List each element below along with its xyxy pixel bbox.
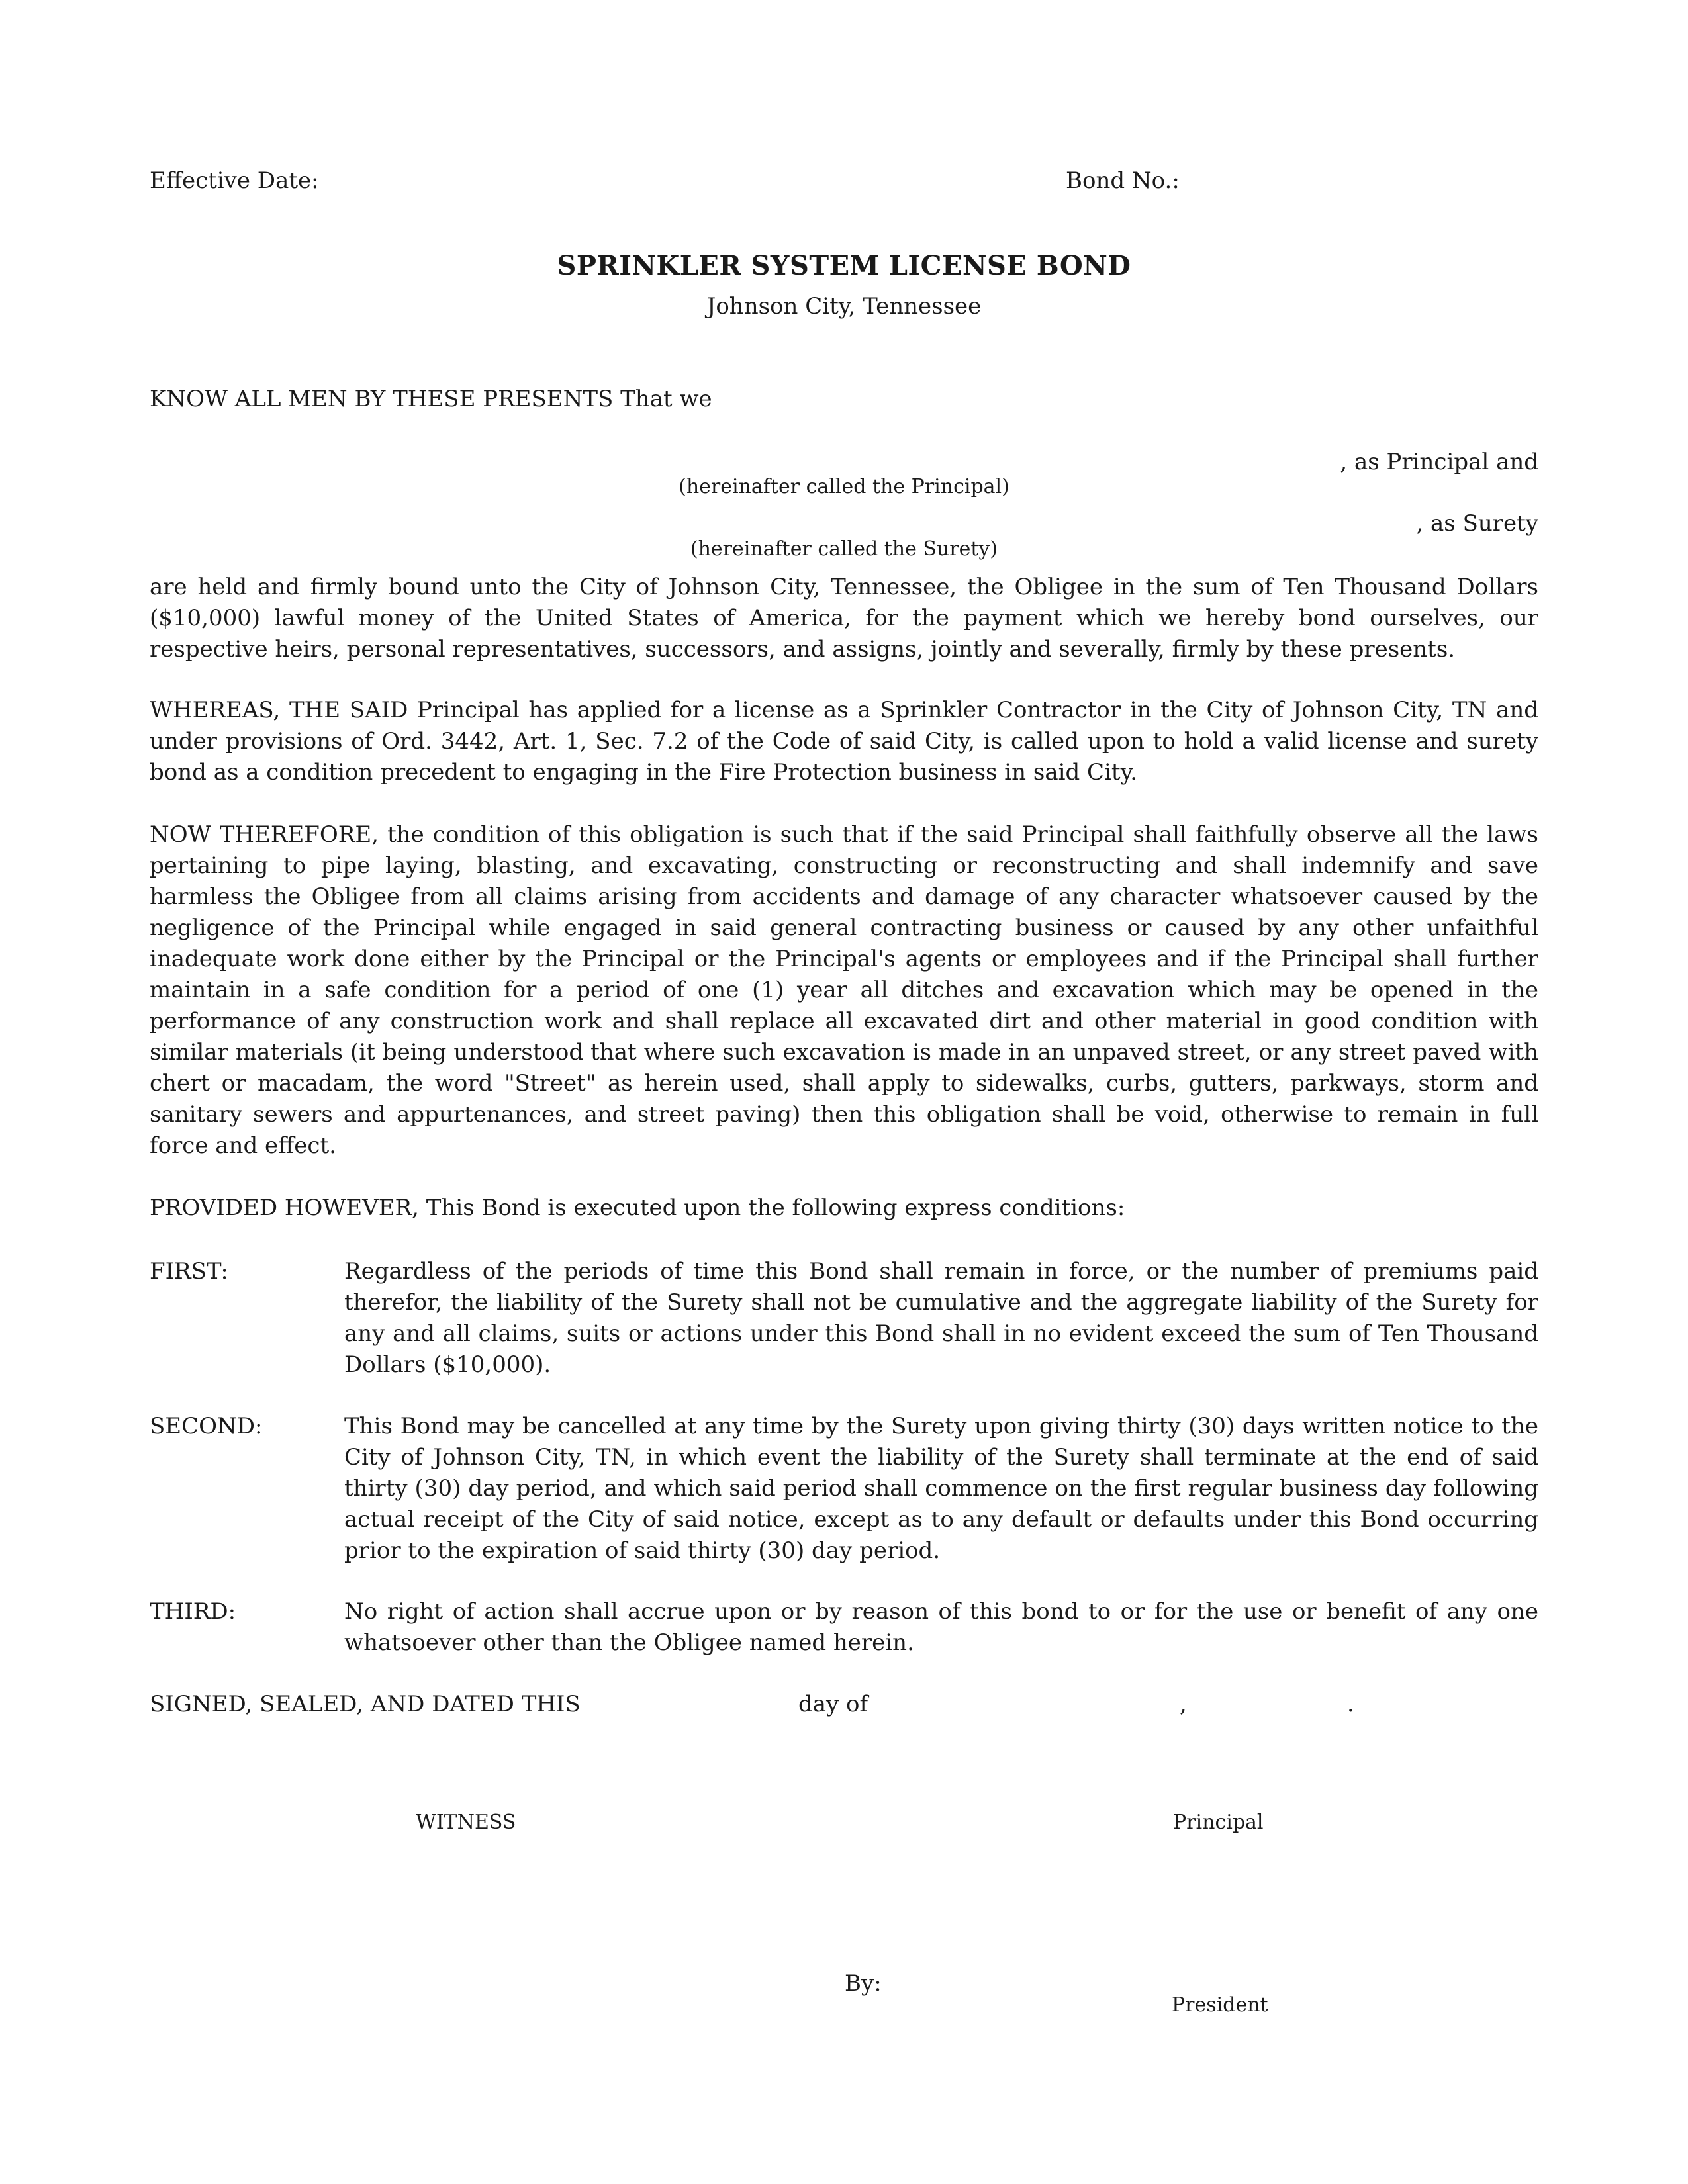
by-label: By: — [845, 1970, 882, 1997]
document-title: SPRINKLER SYSTEM LICENSE BOND — [557, 250, 1131, 281]
bound-paragraph: are held and firmly bound unto the City of Johnson City, Tennessee, the Obligee in the sum of Ten Thousand Dollars ($10,000) lawful money of the United States of America, for the payment which we hereby bond ourselves, our respective heirs, personal representatives, successors, and assigns, jointly and severally, firmly by these presents. — [150, 574, 1538, 662]
third-condition-label: THIRD: — [150, 1598, 236, 1625]
day-of-label: day of — [798, 1691, 868, 1717]
surety-caption: (hereinafter called the Surety) — [690, 537, 998, 561]
now-therefore-paragraph: NOW THEREFORE, the condition of this obligation is such that if the said Principal shall faithfully observe all the laws pertaining to pipe laying, blasting, and excavating, constructing or reconstructing and shall indemnify and save harmless the Obligee from all claims arising from accidents and damage of any character whatsoever caused by the negligence of the Principal while engaged in said general contracting business or caused by any other unfaithful inadequate work done either by the Principal or the Principal's agents or employees and if the Principal shall further maintain in a safe condition for a period of one (1) year all ditches and excavation which may be opened in the performance of any construction work and shall replace all excavated dirt and other material in good condition with similar materials (it being understood that where such excavation is made in an unpaved street, or any street paved with chert or macadam, the word "Street" as herein used, shall apply to sidewalks, curbs, gutters, parkways, storm and sanitary sewers and appurtenances, and street paving) then this obligation shall be void, otherwise to remain in full force and effect. — [150, 821, 1538, 1159]
as-surety-text: , as Surety — [1416, 510, 1538, 537]
as-principal-text: , as Principal and — [1340, 449, 1538, 475]
witness-label: WITNESS — [416, 1811, 516, 1834]
document-subtitle: Johnson City, Tennessee — [706, 293, 982, 320]
effective-date-label: Effective Date: — [150, 167, 319, 194]
know-all-men-line: KNOW ALL MEN BY THESE PRESENTS That we — [150, 386, 712, 412]
date-period: . — [1347, 1691, 1354, 1717]
principal-caption: (hereinafter called the Principal) — [679, 475, 1009, 498]
second-condition-label: SECOND: — [150, 1413, 263, 1439]
president-label: President — [1172, 1993, 1268, 2017]
bond-number-label: Bond No.: — [1066, 167, 1180, 194]
whereas-paragraph: WHEREAS, THE SAID Principal has applied for a license as a Sprinkler Contractor in the City of Johnson City, TN and under provisions of Ord. 3442, Art. 1, Sec. 7.2 of the Code of said City, is called upon to hold a valid license and surety bond as a condition precedent to engaging in the Fire Protection business in said City. — [150, 697, 1538, 786]
provided-however-line: PROVIDED HOWEVER, This Bond is executed upon the following express conditions: — [150, 1195, 1125, 1221]
date-comma: , — [1180, 1691, 1187, 1717]
third-condition-text: No right of action shall accrue upon or by reason of this bond to or for the use or benefit of any one whatsoever other than the Obligee named herein. — [344, 1598, 1538, 1656]
second-condition-text: This Bond may be cancelled at any time by the Surety upon giving thirty (30) days written notice to the City of Johnson City, TN, in which event the liability of the Surety shall terminate at the end of said thirty (30) day period, and which said period shall commence on the first regular business day following actual receipt of the City of said notice, except as to any default or defaults under this Bond occurring prior to the expiration of said thirty (30) day period. — [344, 1413, 1538, 1564]
signed-sealed-dated: SIGNED, SEALED, AND DATED THIS — [150, 1691, 581, 1717]
principal-signature-label: Principal — [1173, 1811, 1264, 1834]
first-condition-label: FIRST: — [150, 1258, 228, 1285]
first-condition-text: Regardless of the periods of time this Bond shall remain in force, or the number of premiums paid therefor, the liability of the Surety shall not be cumulative and the aggregate liability of the Surety for any and all claims, suits or actions under this Bond shall in no evident exceed the sum of Ten Thousand Dollars ($10,000). — [344, 1258, 1538, 1378]
